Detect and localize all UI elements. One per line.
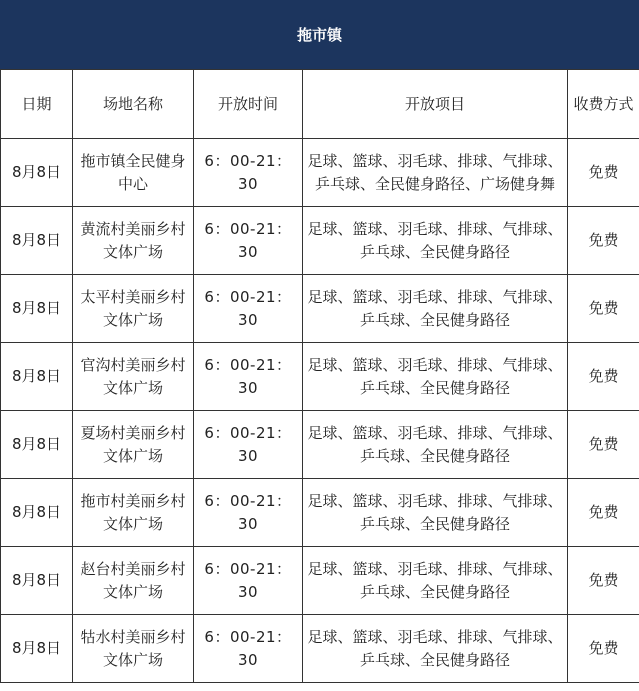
- venue-table: [0, 69, 639, 683]
- table-row: [1, 411, 639, 479]
- cell-date: 8月8日: [1, 411, 73, 479]
- cell-venue: 夏场村美丽乡村文体广场: [73, 411, 194, 479]
- cell-date: 8月8日: [1, 479, 73, 547]
- cell-date: 8月8日: [1, 139, 73, 207]
- cell-items: 足球、篮球、羽毛球、排球、气排球、乒乓球、全民健身路径: [303, 275, 568, 343]
- header-venue: 场地名称: [73, 70, 194, 139]
- cell-time: 6：00-21：30: [194, 615, 303, 683]
- header-time: 开放时间: [194, 70, 303, 139]
- cell-time: 6：00-21：30: [194, 411, 303, 479]
- cell-time: 6：00-21：30: [194, 343, 303, 411]
- cell-items: 足球、篮球、羽毛球、排球、气排球、乒乓球、全民健身路径: [303, 615, 568, 683]
- cell-items: 足球、篮球、羽毛球、排球、气排球、乒乓球、全民健身路径: [303, 343, 568, 411]
- header-items: 开放项目: [303, 70, 568, 139]
- header-date: 日期: [1, 70, 73, 139]
- table-row: [1, 343, 639, 411]
- table-row: [1, 479, 639, 547]
- table-row: [1, 139, 639, 207]
- cell-venue: 太平村美丽乡村文体广场: [73, 275, 194, 343]
- cell-venue: 黄流村美丽乡村文体广场: [73, 207, 194, 275]
- cell-fee: 免费: [568, 615, 639, 683]
- table-title-text: 拖市镇: [296, 26, 342, 44]
- cell-date: 8月8日: [1, 275, 73, 343]
- cell-time: 6：00-21：30: [194, 547, 303, 615]
- cell-items: 足球、篮球、羽毛球、排球、气排球、乒乓球、全民健身路径、广场健身舞: [303, 139, 568, 207]
- cell-items: 足球、篮球、羽毛球、排球、气排球、乒乓球、全民健身路径: [303, 207, 568, 275]
- cell-items: 足球、篮球、羽毛球、排球、气排球、乒乓球、全民健身路径: [303, 411, 568, 479]
- cell-venue: 官沟村美丽乡村文体广场: [73, 343, 194, 411]
- table-row: [1, 207, 639, 275]
- cell-date: 8月8日: [1, 547, 73, 615]
- cell-venue: 赵台村美丽乡村文体广场: [73, 547, 194, 615]
- table-title: [0, 0, 639, 69]
- cell-items: 足球、篮球、羽毛球、排球、气排球、乒乓球、全民健身路径: [303, 479, 568, 547]
- header-row: [1, 70, 639, 139]
- cell-fee: 免费: [568, 275, 639, 343]
- header-fee: 收费方式: [568, 70, 639, 139]
- cell-fee: 免费: [568, 343, 639, 411]
- cell-time: 6：00-21：30: [194, 275, 303, 343]
- cell-fee: 免费: [568, 139, 639, 207]
- cell-time: 6：00-21：30: [194, 207, 303, 275]
- cell-venue: 牯水村美丽乡村文体广场: [73, 615, 194, 683]
- cell-fee: 免费: [568, 411, 639, 479]
- table-row: [1, 615, 639, 683]
- table-row: [1, 547, 639, 615]
- cell-fee: 免费: [568, 207, 639, 275]
- table-row: [1, 275, 639, 343]
- cell-date: 8月8日: [1, 207, 73, 275]
- cell-date: 8月8日: [1, 343, 73, 411]
- cell-venue: 拖市镇全民健身中心: [73, 139, 194, 207]
- cell-time: 6：00-21：30: [194, 139, 303, 207]
- cell-time: 6：00-21：30: [194, 479, 303, 547]
- cell-items: 足球、篮球、羽毛球、排球、气排球、乒乓球、全民健身路径: [303, 547, 568, 615]
- cell-fee: 免费: [568, 547, 639, 615]
- cell-fee: 免费: [568, 479, 639, 547]
- cell-venue: 拖市村美丽乡村文体广场: [73, 479, 194, 547]
- cell-date: 8月8日: [1, 615, 73, 683]
